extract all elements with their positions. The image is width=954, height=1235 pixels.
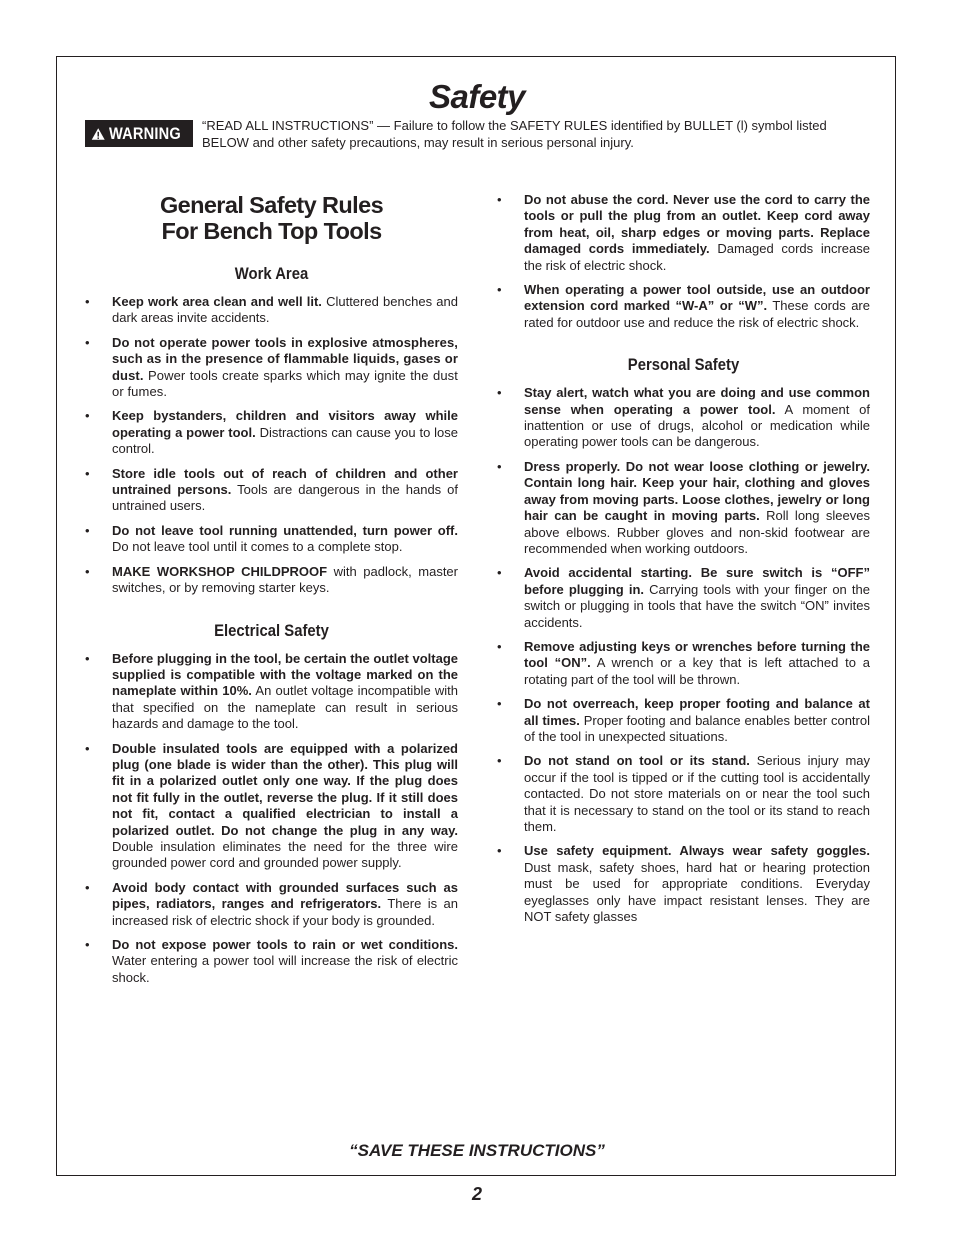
list-item: • Remove adjusting keys or wrenches before turning the tool “ON”. A wrench or a key that is left attached to a rotating part of the tool will be thrown. [497, 639, 870, 688]
warning-triangle-icon [91, 125, 105, 143]
list-item: • Keep bystanders, children and visitors away while operating a power tool. Distractions can cause you to lose control. [85, 408, 458, 457]
list-item: • MAKE WORKSHOP CHILDPROOF with padlock, master switches, or by removing starter keys. [85, 564, 458, 597]
list-item: • Do not operate power tools in explosive atmospheres, such as in the presence of flammable liquids, gases or dust. Power tools create sparks which may ignite the dust or fumes. [85, 335, 458, 401]
list-item: • Do not abuse the cord. Never use the cord to carry the tools or pull the plug from an outlet. Keep cord away from heat, oil, sharp edges or moving parts. Replace damaged cords immediately. Damaged cords increase the risk of electric shock. [497, 192, 870, 274]
list-item: • Use safety equipment. Always wear safety goggles. Dust mask, safety shoes, hard hat or hearing protection must be used for appropriate conditions. Everyday eyeglasses only have impact resistant lenses. They are NOT safety glasses [497, 843, 870, 925]
personal-safety-list [497, 385, 870, 925]
work-area-heading: Work Area [234, 265, 309, 283]
list-item: • Store idle tools out of reach of children and other untrained persons. Tools are dangerous in the hands of untrained users. [85, 466, 458, 515]
list-item: • Keep work area clean and well lit. Cluttered benches and dark areas invite accidents. [85, 294, 458, 327]
list-item: • Stay alert, watch what you are doing and use common sense when operating a power tool. A moment of inattention or use of drugs, alcohol or medication while operating power tools can be dangerous. [497, 385, 870, 451]
left-column [85, 188, 458, 994]
right-column [497, 192, 870, 933]
list-item: • Do not overreach, keep proper footing and balance at all times. Proper footing and balance enables better control of the tool in unexpected situations. [497, 696, 870, 745]
list-item: • Dress properly. Do not wear loose clothing or jewelry. Contain long hair. Keep your hair, clothing and gloves away from moving parts. Loose clothes, jewelry or long hair can be caught in moving parts. Roll long sleeves above elbows. Rubber gloves and non-skid footwear are recommended when working outdoors. [497, 459, 870, 557]
warning-label: WARNING [109, 123, 182, 143]
list-item: • Do not expose power tools to rain or wet conditions. Water entering a power tool will increase the risk of electric shock. [85, 937, 458, 986]
page-number: 2 [471, 1184, 482, 1204]
list-item: • Do not leave tool running unattended, turn power off. Do not leave tool until it comes to a complete stop. [85, 523, 458, 556]
personal-safety-heading: Personal Safety [627, 356, 740, 375]
list-item: • Double insulated tools are equipped with a polarized plug (one blade is wider than the other). This plug will fit in a polarized outlet only one way. If the plug does not fit fully in the outlet, reverse the plug. If it still does not fit, contact a qualified electrician to install a polarized outlet. Do not change the plug in any way. Double insulation eliminates the need for the three wire grounded power cord and grounded power supply. [85, 741, 458, 872]
heading-line-1: General Safety Rules [159, 192, 384, 218]
cord-safety-list [497, 192, 870, 331]
save-instructions-footer: “SAVE THESE INSTRUCTIONS” [349, 1141, 605, 1160]
warning-intro-text: “READ ALL INSTRUCTIONS” — Failure to follow the SAFETY RULES identified by BULLET (l) symbol listed BELOW and other safety precautions, may result in serious personal injury. [202, 118, 827, 150]
work-area-list [85, 294, 458, 597]
electrical-safety-list [85, 651, 458, 987]
list-item: • Before plugging in the tool, be certain the outlet voltage supplied is compatible with the voltage marked on the nameplate within 10%. An outlet voltage incompatible with that specified on the nameplate can result in serious hazards and damage to the tool. [85, 651, 458, 733]
electrical-safety-heading: Electrical Safety [214, 621, 329, 640]
warning-badge [85, 120, 193, 147]
general-safety-heading [85, 192, 458, 244]
list-item: • Avoid body contact with grounded surfaces such as pipes, radiators, ranges and refrigerators. There is an increased risk of electric shock if your body is grounded. [85, 880, 458, 929]
list-item: • Avoid accidental starting. Be sure switch is “OFF” before plugging in. Carrying tools with your finger on the switch or plugging in tools that have the switch “ON” invites accidents. [497, 565, 870, 631]
list-item: • When operating a power tool outside, use an outdoor extension cord marked “W-A” or “W”. These cords are rated for outdoor use and reduce the risk of electric shock. [497, 282, 870, 331]
list-item: • Do not stand on tool or its stand. Serious injury may occur if the tool is tipped or if the cutting tool is accidentally contacted. Do not store materials on or near the tool such that it is necessary to stand on the tool or its stand to reach them. [497, 753, 870, 835]
page-title: Safety [428, 78, 526, 115]
heading-line-2: For Bench Top Tools [161, 218, 382, 244]
